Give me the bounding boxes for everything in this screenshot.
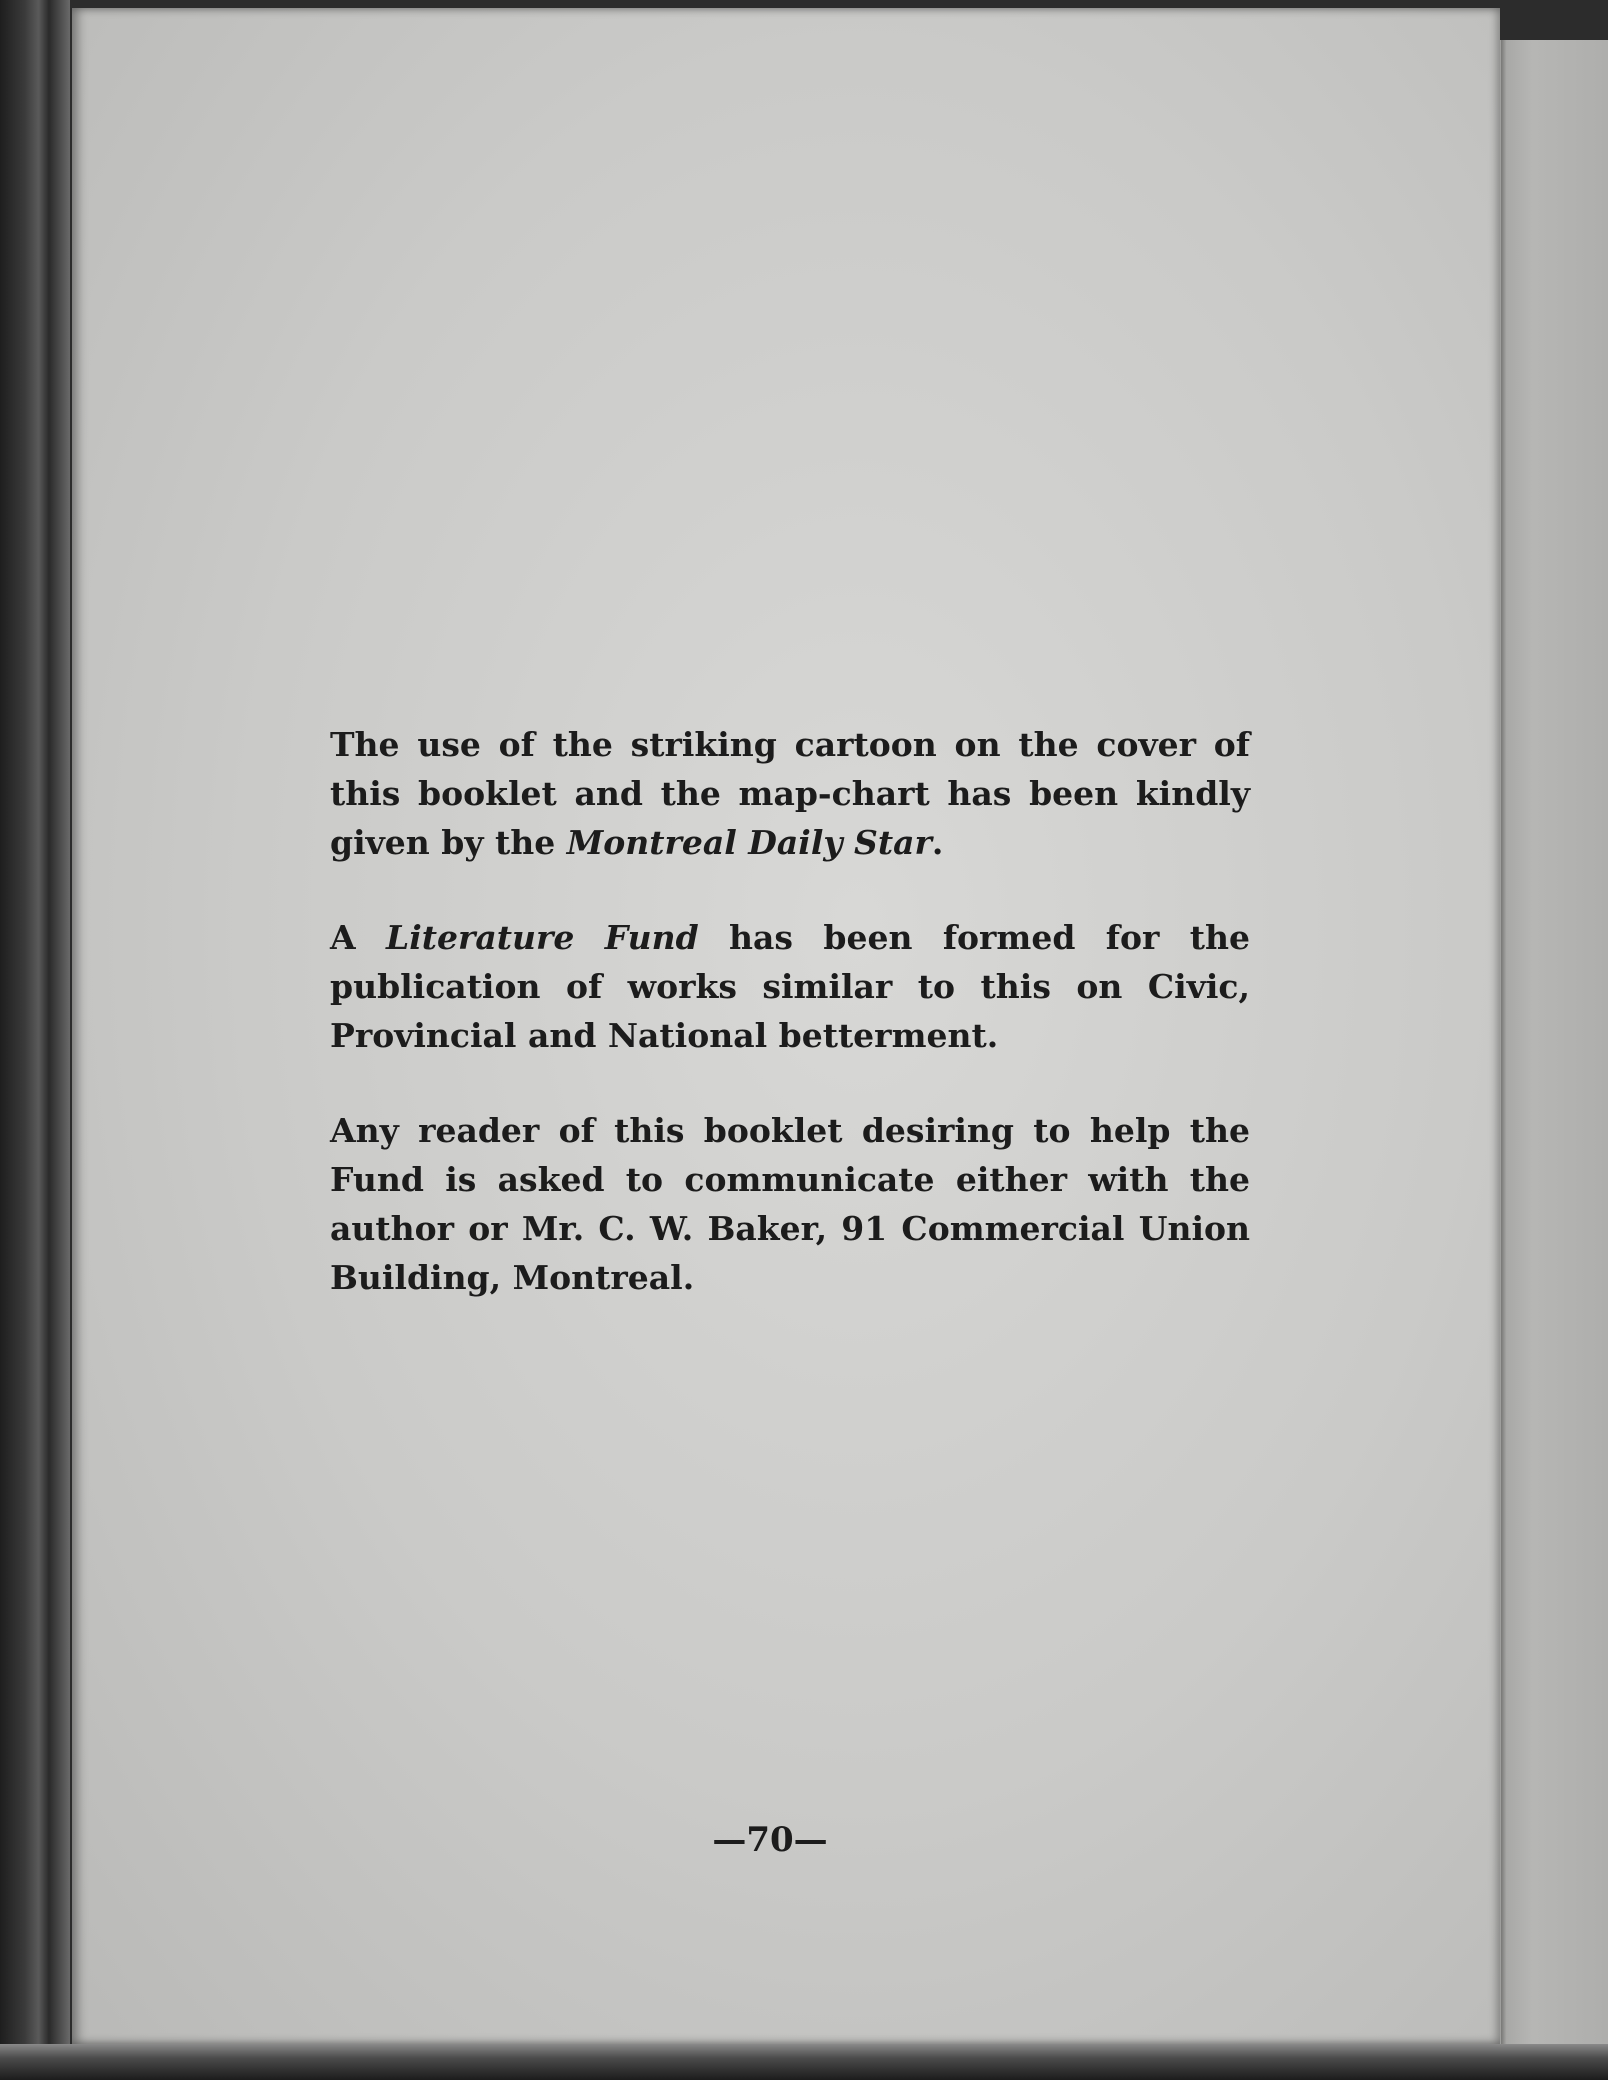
newspaper-name: Montreal Daily Star [566, 823, 932, 862]
book-edge [0, 0, 70, 2080]
fund-name: Literature Fund [386, 918, 699, 957]
paragraph-contact: Any reader of this booklet desiring to help the Fund is asked to communicate either with the author or Mr. C. W. Baker, 91 Commercial Union Building, Montreal. [330, 1111, 1250, 1297]
bottom-edge [0, 2044, 1608, 2080]
paragraph-credits [330, 720, 1250, 867]
page-body-text [330, 720, 1250, 1348]
paragraph-credits-end: . [931, 823, 944, 862]
page-number: —70— [712, 1820, 828, 1860]
paragraph-credits-text: The use of the striking cartoon on the cover of this booklet and the map-chart has been kindly given by the [330, 725, 1250, 862]
paragraph-literature-fund [330, 913, 1250, 1060]
facing-page [1500, 40, 1608, 2044]
paragraph-literature-fund-start: A [330, 918, 386, 957]
paragraph-literature-fund-text: has been formed for the publication of works similar to this on Civic, Provincial and National betterment. [330, 918, 1251, 1055]
